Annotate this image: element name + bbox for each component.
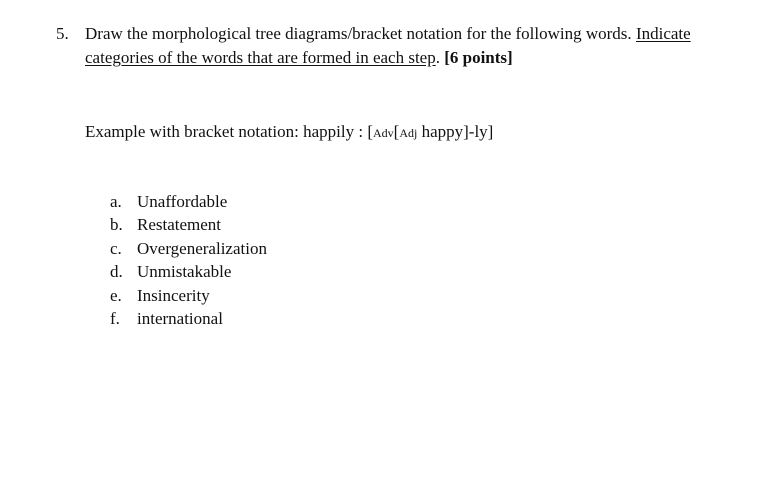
question-points: [6 points] xyxy=(444,48,513,67)
question-period: . xyxy=(435,48,440,67)
list-item xyxy=(110,213,267,236)
list-word: Restatement xyxy=(137,215,222,235)
question-5 xyxy=(56,22,756,70)
list-marker: a. xyxy=(110,192,122,211)
example-prefix: Example with bracket notation: happily : xyxy=(85,122,368,141)
list-word: Insincerity xyxy=(137,285,210,305)
example-bracket-inner: [ xyxy=(393,122,400,141)
list-marker: f. xyxy=(110,308,120,328)
list-marker: b. xyxy=(110,215,123,235)
example-bracket-outer: [ xyxy=(367,122,373,141)
list-word: international xyxy=(137,308,223,328)
word-list xyxy=(110,190,267,330)
list-word: Unaffordable xyxy=(137,192,228,211)
list-marker: e. xyxy=(110,285,122,305)
question-instruction-underlined: Indicate categories of the words that are formed in each step xyxy=(85,24,691,67)
list-marker: d. xyxy=(110,262,123,282)
list-word: Overgeneralization xyxy=(137,238,267,258)
list-item xyxy=(110,190,267,213)
question-text xyxy=(85,22,756,70)
bracket-example xyxy=(85,120,493,145)
list-item xyxy=(110,237,267,260)
list-word: Unmistakable xyxy=(137,262,232,282)
list-item xyxy=(110,260,267,283)
list-item xyxy=(110,284,267,307)
example-word: happy]-ly] xyxy=(417,122,494,141)
list-marker: c. xyxy=(110,238,122,258)
question-instruction: Draw the morphological tree diagrams/bracket notation for the following words. xyxy=(85,24,632,43)
question-number: 5. xyxy=(56,24,69,43)
example-label-adj: Adj xyxy=(399,126,418,140)
list-item xyxy=(110,307,267,330)
example-label-adv: Adv xyxy=(373,126,394,140)
